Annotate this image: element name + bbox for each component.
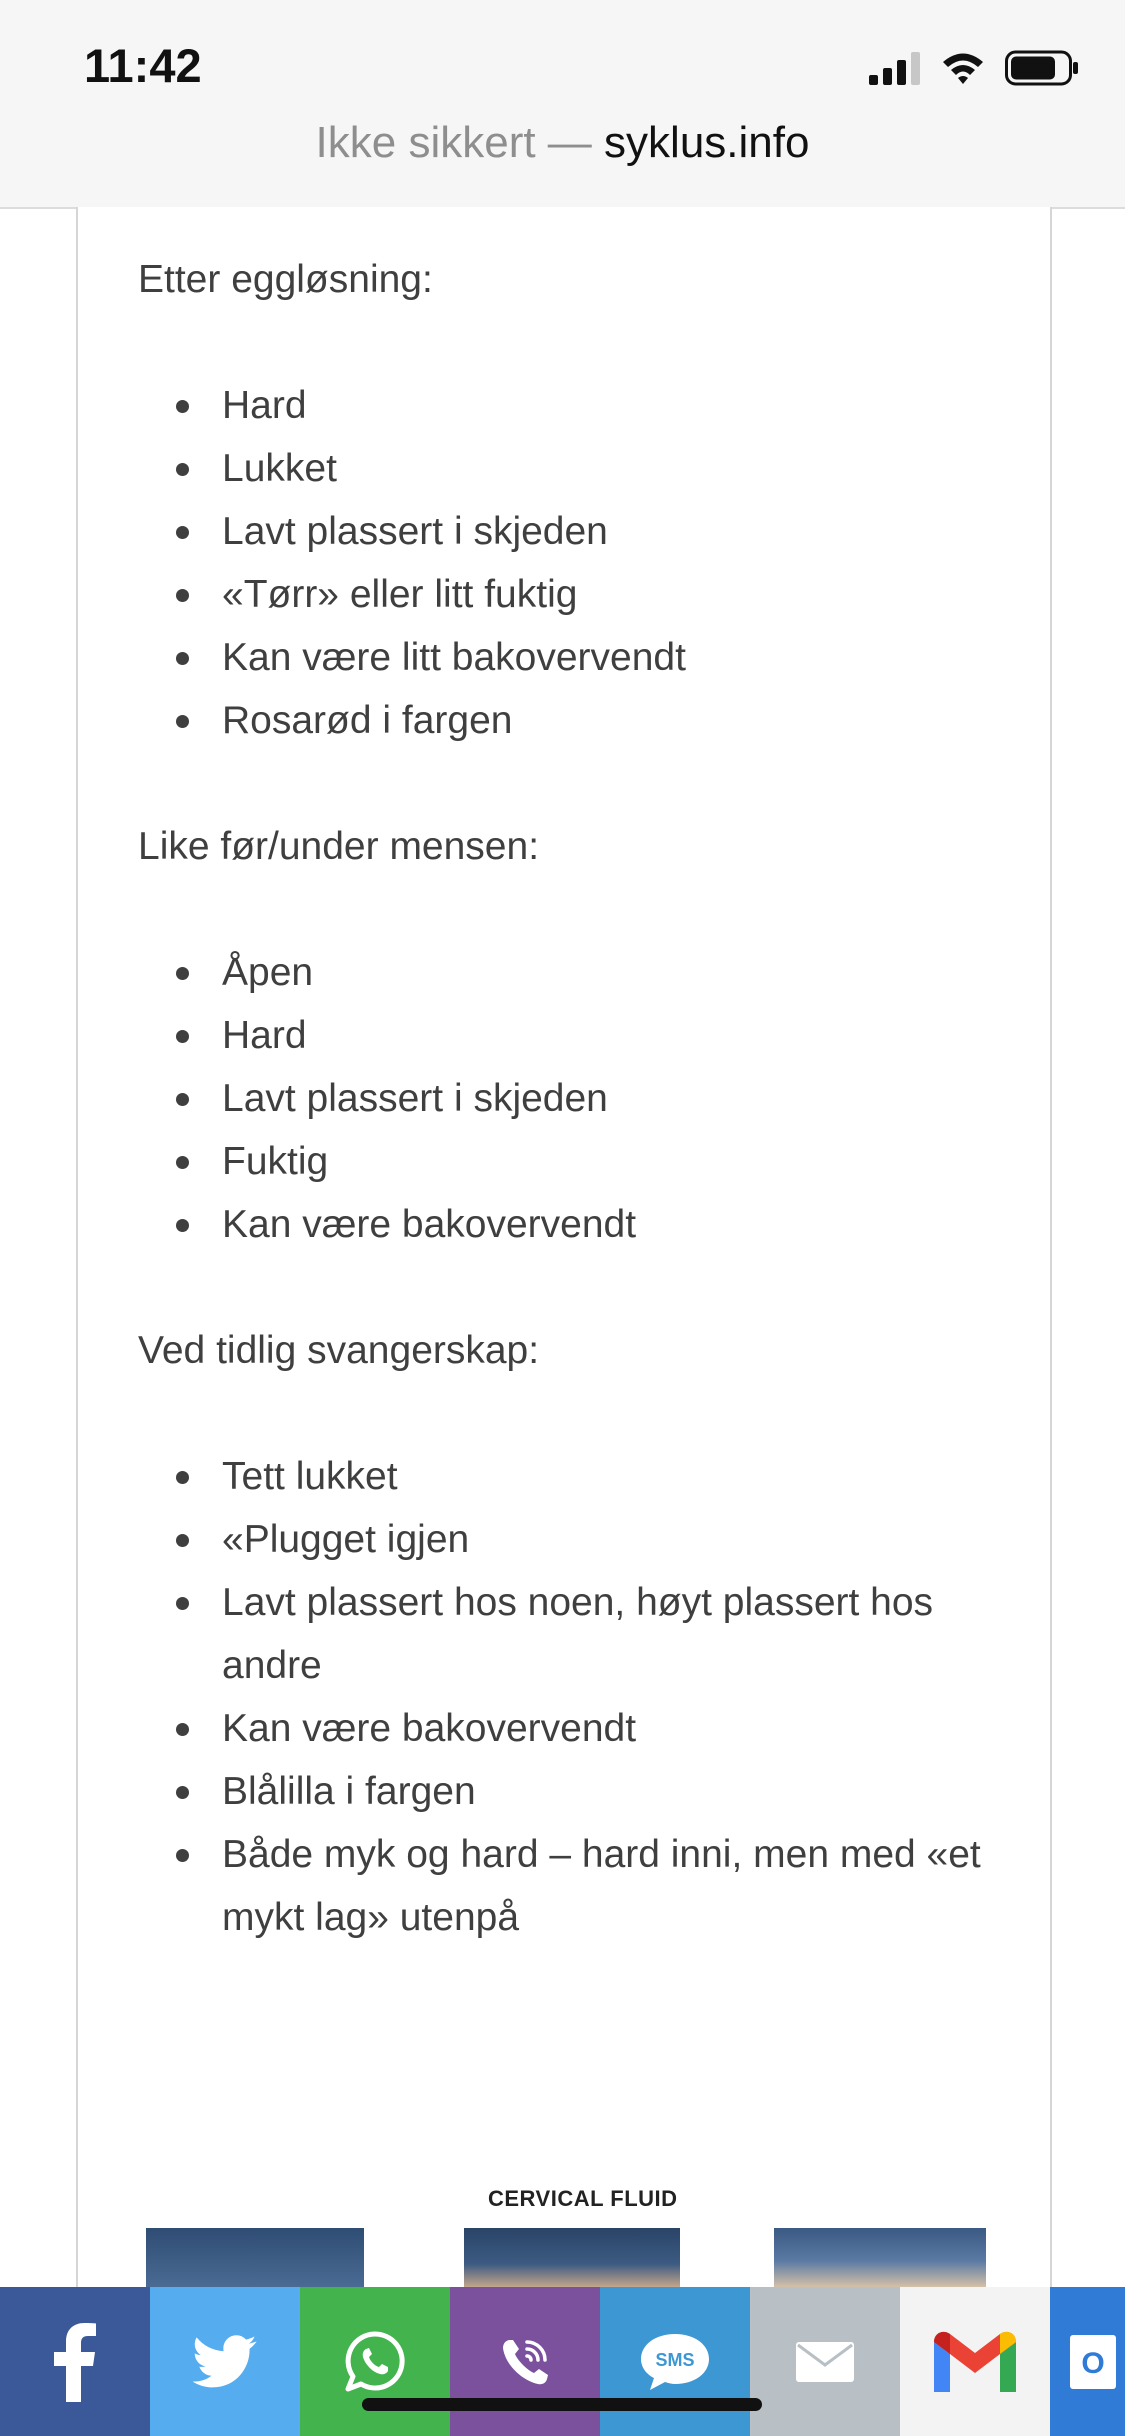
- list-item: Lavt plassert i skjeden: [138, 500, 998, 563]
- share-bar: [0, 2287, 1125, 2436]
- list-item: Hard: [138, 374, 998, 437]
- list-item: Hard: [138, 1004, 998, 1067]
- section-heading-early-pregnancy: Ved tidlig svangerskap:: [138, 1329, 540, 1372]
- browser-top-bar: [0, 0, 1125, 209]
- sms-label: SMS: [655, 2349, 695, 2370]
- figure-photo: [146, 2228, 364, 2288]
- list-item: Kan være bakovervendt: [138, 1697, 998, 1760]
- twitter-icon: [192, 2335, 258, 2389]
- figure-photo: [464, 2228, 680, 2288]
- list-item: «Tørr» eller litt fuktig: [138, 563, 998, 626]
- list-item: Fuktig: [138, 1130, 998, 1193]
- outlook-label: O: [1081, 2346, 1105, 2380]
- status-time: 11:42: [84, 39, 202, 92]
- share-email-button[interactable]: [750, 2287, 900, 2436]
- article-content: [138, 248, 998, 2012]
- address-bar[interactable]: [0, 118, 1125, 168]
- share-viber-button[interactable]: [450, 2287, 600, 2436]
- viber-icon: [495, 2332, 555, 2392]
- share-outlook-button[interactable]: [1050, 2287, 1125, 2436]
- list-item: Både myk og hard – hard inni, men med «et mykt lag» utenpå: [138, 1823, 998, 1949]
- list-after-ovulation: [138, 374, 998, 752]
- list-item: Rosarød i fargen: [138, 689, 998, 752]
- figure-title: CERVICAL FLUID: [488, 2186, 678, 2211]
- list-item: Lavt plassert i skjeden: [138, 1067, 998, 1130]
- home-indicator[interactable]: [362, 2398, 762, 2411]
- share-sms-button[interactable]: [600, 2287, 750, 2436]
- list-item: «Plugget igjen: [138, 1508, 998, 1571]
- list-item: Blålilla i fargen: [138, 1760, 998, 1823]
- whatsapp-icon: [342, 2329, 408, 2395]
- figure-photo: [774, 2228, 986, 2288]
- envelope-icon: [795, 2341, 855, 2383]
- list-item: Lukket: [138, 437, 998, 500]
- list-item: Kan være litt bakovervendt: [138, 626, 998, 689]
- share-gmail-button[interactable]: [900, 2287, 1050, 2436]
- security-warning: Ikke sikkert —: [315, 118, 592, 167]
- list-item: Lavt plassert hos noen, høyt plassert hos andre: [138, 1571, 998, 1697]
- status-icons: [869, 48, 1079, 88]
- sms-icon: [637, 2330, 713, 2394]
- list-early-pregnancy: [138, 1445, 998, 1949]
- share-facebook-button[interactable]: [0, 2287, 150, 2436]
- share-twitter-button[interactable]: [150, 2287, 300, 2436]
- gmail-icon: [930, 2328, 1020, 2396]
- site-domain: syklus.info: [604, 118, 810, 167]
- section-heading-before-period: Like før/under mensen:: [138, 825, 540, 868]
- list-item: Åpen: [138, 941, 998, 1004]
- wifi-icon: [941, 51, 985, 85]
- outlook-icon: [1070, 2329, 1116, 2395]
- share-whatsapp-button[interactable]: [300, 2287, 450, 2436]
- section-heading-after-ovulation: Etter eggløsning:: [138, 258, 433, 301]
- battery-icon: [1005, 50, 1079, 86]
- list-item: Tett lukket: [138, 1445, 998, 1508]
- cellular-signal-icon: [869, 51, 921, 85]
- facebook-icon: [53, 2322, 97, 2402]
- list-item: Kan være bakovervendt: [138, 1193, 998, 1256]
- list-before-period: [138, 941, 998, 1256]
